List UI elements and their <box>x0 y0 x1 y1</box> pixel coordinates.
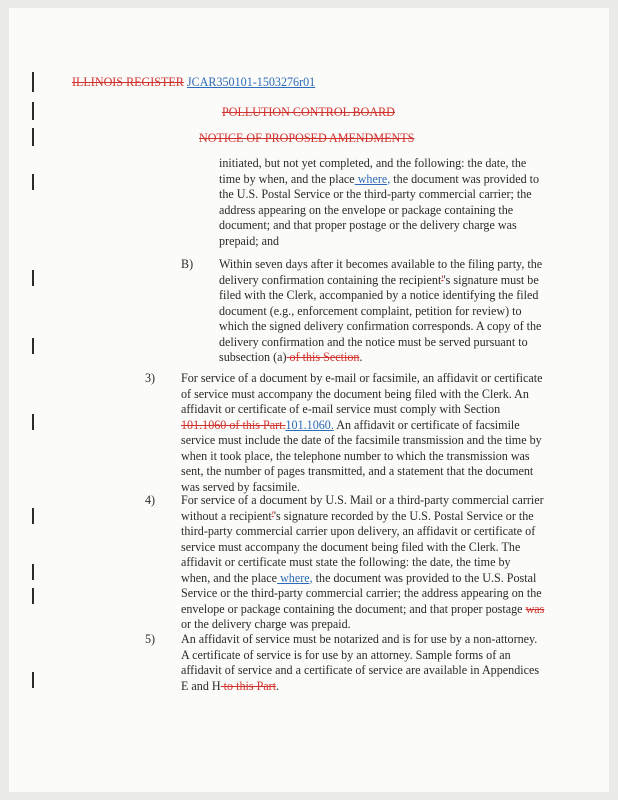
change-bar <box>32 174 34 190</box>
item-b-label: B) <box>181 257 194 271</box>
change-bar <box>32 564 34 580</box>
inserted-doc-id: JCAR350101-1503276r01 <box>186 75 316 89</box>
change-bar <box>32 508 34 524</box>
deleted-register-title: ILLINOIS REGISTER <box>72 75 184 89</box>
change-bar <box>32 588 34 604</box>
notice-title: NOTICE OF PROPOSED AMENDMENTS <box>199 131 415 145</box>
item-4-label: 4) <box>145 493 156 507</box>
deleted-of-this-section: of this Section <box>286 350 360 364</box>
board-title: POLLUTION CONTROL BOARD <box>222 105 395 119</box>
item-3-paragraph: For service of a document by e-mail or facsimile, an affidavit or certificate of service must accompany the document being filed with the Clerk. An affidavit or certificate of e-mail service must comply with Section 101.1060 of this Part.101.1060. An affidavit or certificate of facsimile service must include the date of the facsimile transmission and the time by when it took place, the telephone number to which the transmission was sent, the number of pages transmitted, and a statement that the document was served by facsimile. <box>181 371 543 494</box>
change-bar <box>32 72 34 92</box>
item-3-label: 3) <box>145 371 156 385</box>
change-bar <box>32 338 34 354</box>
item-4-paragraph: For service of a document by U.S. Mail or a third-party commercial carrier without a recipient''s signature recorded by the U.S. Postal Service or the third-party commercial carrier upon delivery, an affidavit or certificate of service must accompany the document being filed with the Clerk. The affidavit or certificate must state the following: the date, the time by when, and the place where, the document was provided to the U.S. Postal Service or the third-party commercial carrier; the address appearing on the envelope or package containing the document; and that proper postage was or the delivery charge was prepaid. <box>181 493 545 631</box>
header-register-line <box>72 75 315 91</box>
inserted-where: where, <box>354 171 391 186</box>
deleted-to-this-part: to this Part <box>220 678 277 693</box>
change-bar <box>32 672 34 688</box>
change-bar <box>32 414 34 430</box>
item-b-paragraph: Within seven days after it becomes available to the filing party, the delivery confirmation containing the recipient''s signature must be filed with the Clerk, accompanied by a notice identifying the filed document (e.g., enforcement complaint, petition for review) to which the signed delivery confirmation corresponds. A copy of the delivery confirmation and the notice must be served pursuant to subsection (a) of this Section. <box>219 257 543 364</box>
inserted-where: where, <box>277 570 313 585</box>
change-bar <box>32 128 34 146</box>
item-5-paragraph: An affidavit of service must be notarized and is for use by a non-attorney. A certificate of service is for use by an attorney. Sample forms of an affidavit of service and a certificate of service are available in Appendices E and H to this Part. <box>181 632 540 693</box>
change-bar <box>32 270 34 286</box>
continuation-paragraph: initiated, but not yet completed, and the following: the date, the time by when, and the place where, the document was provided to the U.S. Postal Service or the third-party commercial carrier; the address appearing on the envelope or package containing the document; and that proper postage or the delivery charge was prepaid; and <box>219 156 540 248</box>
change-bar <box>32 102 34 120</box>
deleted-apostrophe: ' <box>441 272 444 287</box>
item-5-label: 5) <box>145 632 156 646</box>
inserted-section-ref: 101.1060. <box>285 417 334 432</box>
document-page <box>9 8 609 792</box>
deleted-was: was <box>525 601 545 616</box>
deleted-section-ref: 101.1060 of this Part. <box>181 417 286 432</box>
deleted-apostrophe: ' <box>271 508 274 523</box>
